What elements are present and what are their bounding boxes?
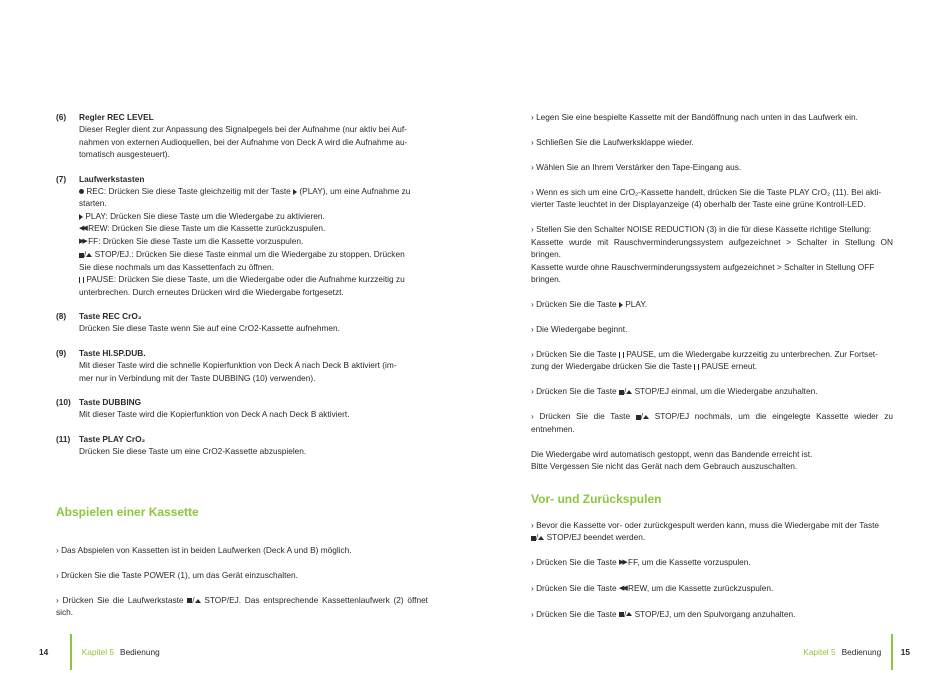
item-11 — [56, 433, 422, 458]
chapter-title: Bedienung — [841, 647, 882, 657]
fast-forward-icon: ▶▶ — [79, 237, 86, 245]
item-10 — [56, 396, 422, 421]
item-7: (7) Laufwerkstasten REC: Drücken Sie diese Taste gleichzeitig mit der Taste (PLAY), um eine Aufnahme zu starten. PLAY: Drücken Sie diese Taste um die Wiedergabe zu aktivieren. ◀◀ REW: Drücken Sie diese Taste um die Kassette zurückzuspulen. ▶▶ FF: Drücken Sie diese Taste um die Kassette vorzuspulen. / STOP/EJ.: Drücken Sie diese Taste einmal um die Wiedergabe zu stoppen. Drücken Sie diese nochmals um das Kassettenfach zu öffnen. PAUSE: Drücken Sie diese Taste, um die Wiedergabe oder die Aufnahme kurzzeitig zu unterbrechen. Durch erneutes Drücken wird die Wiedergabe fortgesetzt. — [56, 173, 422, 298]
item-line: Drücken Sie diese Taste wenn Sie auf eine CrO2-Kassette aufnehmen. — [79, 323, 340, 334]
stop-icon — [187, 598, 192, 603]
item-title: Taste HI.SP.DUB. — [79, 347, 146, 358]
stop-icon — [619, 390, 624, 395]
left-bullets — [56, 544, 428, 631]
footer-bar — [891, 634, 893, 670]
item-title: Taste DUBBING — [79, 396, 142, 407]
left-footer — [39, 634, 160, 670]
item-number: (8) — [56, 310, 67, 321]
item-line: mer nur in Verbindung mit der Taste DUBBING (10) verwenden). — [79, 372, 316, 383]
chapter-label: Kapitel 5 — [803, 647, 836, 657]
item-line: Sie diese nochmals um das Kassettenfach zu öffnen. — [79, 261, 274, 272]
item-number: (10) — [56, 396, 71, 407]
item-line: nahmen von externen Audioquellen, bei der Aufnahme von Deck A wird die Aufnahme au- — [79, 136, 408, 147]
stop-icon — [531, 536, 536, 541]
pause-icon — [79, 277, 84, 283]
right-footer — [803, 634, 910, 670]
paragraph: › Wählen Sie an Ihrem Verstärker den Tape-Eingang aus. — [531, 162, 742, 172]
record-icon — [79, 189, 84, 194]
bullet: › Bevor die Kassette vor- oder zurückgespult werden kann, muss die Wiedergabe mit der Taste / STOP/EJ beendet werden. — [531, 520, 880, 543]
fast-forward-icon: ▶▶ — [618, 559, 626, 567]
footer-bar — [70, 634, 72, 670]
stop-icon — [79, 253, 84, 258]
item-number: (6) — [56, 112, 67, 122]
item-line: unterbrechen. Durch erneutes Drücken wird die Wiedergabe fortgesetzt. — [79, 286, 344, 297]
item-line: Drücken Sie diese Taste um eine CrO2-Kassette abzuspielen. — [79, 446, 307, 457]
item-line: (PLAY), um eine Aufnahme zu — [299, 186, 411, 197]
left-page-items — [56, 111, 422, 470]
item-line: Mit dieser Taste wird die Kopierfunktion von Deck A nach Deck B aktiviert. — [79, 409, 350, 420]
item-title: Taste REC CrO₂ — [79, 310, 142, 321]
item-line: REC: Drücken Sie diese Taste gleichzeitig mit der Taste — [86, 186, 291, 197]
paragraph: › Schließen Sie die Laufwerksklappe wieder. — [531, 137, 694, 147]
bullet: › Das Abspielen von Kassetten ist in beiden Laufwerken (Deck A und B) möglich. — [56, 545, 352, 555]
play-icon — [79, 214, 83, 220]
eject-icon — [626, 612, 632, 616]
paragraph: › Die Wiedergabe beginnt. — [531, 324, 628, 335]
item-line: PAUSE: Drücken Sie diese Taste, um die Wiedergabe oder die Aufnahme kurzzeitig zu — [86, 274, 405, 285]
eject-icon — [195, 599, 201, 603]
item-line: tomatisch ausgesteuert). — [79, 149, 170, 160]
eject-icon — [86, 253, 92, 257]
item-9 — [56, 347, 422, 384]
paragraph: › Drücken Sie die Taste / STOP/EJ nochmals, um die eingelegte Kassette wieder zu entnehmen. — [531, 411, 893, 434]
eject-icon — [538, 536, 544, 540]
item-line: FF: Drücken Sie diese Taste um die Kassette vorzuspulen. — [88, 236, 304, 247]
item-title: Regler REC LEVEL — [79, 112, 154, 122]
pause-icon — [694, 364, 699, 370]
play-icon — [293, 189, 297, 195]
item-line: Mit dieser Taste wird die schnelle Kopierfunktion von Deck A nach Deck B aktiviert (im- — [79, 360, 397, 371]
item-8 — [56, 310, 422, 335]
item-number: (9) — [56, 347, 67, 358]
rewind-icon: ◀◀ — [79, 224, 86, 232]
bullet: › Drücken Sie die Taste ▶▶ FF, um die Kassette vorzuspulen. — [531, 556, 893, 569]
chapter-label: Kapitel 5 — [81, 647, 115, 657]
paragraph: › Stellen Sie den Schalter NOISE REDUCTION (3) in die für diese Kassette richtige Stellung: Kassette wurde mit Rauschverminderungssystem aufgezeichnet > Schalter in Stellung ON bringen. Kassette wurde ohne Rauschverminderungssystem aufgezeichnet > Schalter in Stellung OFF bringen. — [531, 224, 893, 285]
eject-icon — [626, 390, 632, 394]
paragraph: › Drücken Sie die Taste PLAY. — [531, 299, 648, 310]
page-number: 15 — [900, 647, 910, 657]
pause-icon — [619, 352, 624, 358]
item-line: PLAY: Drücken Sie diese Taste um die Wiedergabe zu aktivieren. — [85, 210, 325, 221]
rewind-icon: ◀◀ — [618, 584, 626, 592]
stop-icon — [636, 415, 641, 420]
item-line: starten. — [79, 198, 107, 209]
item-title: Taste PLAY CrO₂ — [79, 433, 146, 444]
page-number: 14 — [39, 647, 49, 657]
right-bullets — [531, 519, 893, 633]
bullet: › Drücken Sie die Laufwerkstaste / STOP/EJ. Das entsprechende Kassettenlaufwerk (2) öffnet sich. — [56, 595, 428, 618]
chapter-title: Bedienung — [120, 647, 160, 657]
right-page-text — [531, 111, 893, 485]
item-line: Dieser Regler dient zur Anpassung des Signalpegels bei der Aufnahme (nur aktiv bei Auf- — [79, 124, 407, 135]
bullet: › Drücken Sie die Taste / STOP/EJ, um den Spulvorgang anzuhalten. — [531, 608, 796, 619]
item-title: Laufwerkstasten — [79, 173, 145, 184]
item-line: STOP/EJ.: Drücken Sie diese Taste einmal um die Wiedergabe zu stoppen. Drücken — [94, 249, 405, 260]
stop-icon — [619, 612, 624, 617]
item-number: (7) — [56, 173, 67, 184]
item-line: REW: Drücken Sie diese Taste um die Kassette zurückzuspulen. — [88, 223, 326, 234]
item-number: (11) — [56, 433, 71, 444]
section-heading: Vor- und Zurückspulen — [531, 492, 662, 506]
paragraph: Die Wiedergabe wird automatisch gestoppt, wenn das Bandende erreicht ist. Bitte Vergessen Sie nicht das Gerät nach dem Gebrauch auszuschalten. — [531, 448, 813, 472]
paragraph: › Wenn es sich um eine CrO₂-Kassette handelt, drücken Sie die Taste PLAY CrO₂ (11). Bei akti- vierter Taste leuchtet in der Displayanzeige (4) oberhalb der Taste eine grüne Kontroll-LED. — [531, 187, 882, 210]
bullet: › Drücken Sie die Taste POWER (1), um das Gerät einzuschalten. — [56, 570, 298, 580]
eject-icon — [643, 415, 649, 419]
paragraph: › Legen Sie eine bespielte Kassette mit der Bandöffnung nach unten in das Laufwerk ein. — [531, 112, 858, 122]
section-heading: Abspielen einer Kassette — [56, 505, 199, 519]
play-icon — [619, 302, 623, 308]
paragraph: › Drücken Sie die Taste / STOP/EJ einmal, um die Wiedergabe anzuhalten. — [531, 386, 818, 397]
paragraph: › Drücken Sie die Taste PAUSE, um die Wiedergabe kurzzeitig zu unterbrechen. Zur Fortset- zung der Wiedergabe drücken Sie die Taste PAUSE erneut. — [531, 349, 878, 372]
item-6 — [56, 111, 422, 161]
bullet: › Drücken Sie die Taste ◀◀ REW, um die Kassette zurückzuspulen. — [531, 582, 893, 595]
